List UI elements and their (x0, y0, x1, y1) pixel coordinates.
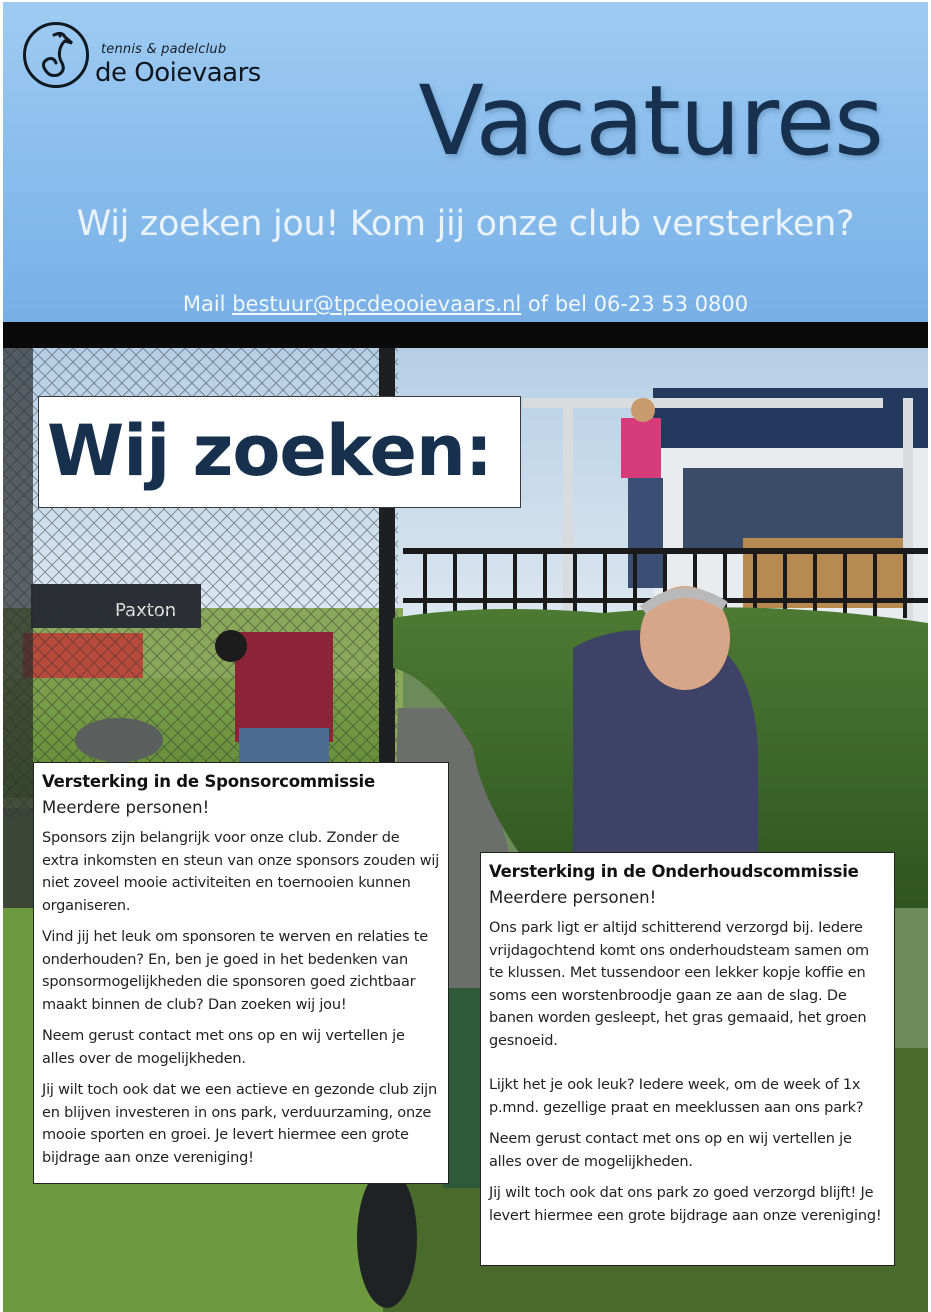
headline: Wij zoeken: (47, 410, 492, 492)
job-card-sponsorcommissie (33, 762, 449, 1184)
contact-line (3, 292, 928, 316)
job-paragraph: Jij wilt toch ook dat we een actieve en gezonde club zijn en blijven investeren in ons park, verduurzaming, onze mooie sporten en groei. Je levert hiermee een grote bijdrage aan onze vereniging! (42, 1082, 437, 1166)
job-paragraph: Sponsors zijn belangrijk voor onze club. Zonder de extra inkomsten en steun van onze sponsors zouden wij niet zoveel mooie activiteiten en toernooien kunnen organiseren. (42, 830, 440, 914)
headline-box (38, 396, 521, 508)
job-paragraph: Jij wilt toch ook dat ons park zo goed verzorgd blijft! Je levert hiermee een grote bijdrage aan onze vereniging! (489, 1185, 882, 1224)
job-card-onderhoudscommissie (480, 852, 895, 1266)
job-paragraph: Neem gerust contact met ons op en wij vertellen je alles over de mogelijkheden. (42, 1028, 405, 1067)
job-title: Versterking in de Onderhoudscommissie (489, 862, 859, 881)
job-subtitle: Meerdere personen! (489, 888, 657, 907)
stork-logo-icon (23, 22, 89, 88)
logo-club-name: de Ooievaars (95, 58, 261, 88)
job-subtitle: Meerdere personen! (42, 798, 210, 817)
club-logo (23, 22, 283, 96)
job-paragraph: Ons park ligt er altijd schitterend verzorgd bij. Iedere vrijdagochtend komt ons onderhoudsteam samen om te klussen. Met tussendoor een lekker kopje koffie en soms een worstenbroodje gaan ze aan de slag. De banen worden gesleept, het gras gemaaid, het groen gesnoeid. (489, 920, 869, 1049)
job-title: Versterking in de Sponsorcommissie (42, 772, 375, 791)
job-paragraph: Neem gerust contact met ons op en wij vertellen je alles over de mogelijkheden. (489, 1131, 852, 1170)
divider-bar (3, 322, 928, 348)
logo-tagline: tennis & padelclub (101, 42, 227, 57)
job-paragraph: Vind jij het leuk om sponsoren te werven en relaties te onderhouden? En, ben je goed in het bedenken van sponsormogelijkheden die sponsoren goed zichtbaar maakt binnen de club? Dan zoeken wij jou! (42, 929, 428, 1013)
header-banner (3, 2, 928, 322)
page-subtitle: Wij zoeken jou! Kom jij onze club versterken? (76, 204, 855, 244)
page-title: Vacatures (418, 65, 883, 177)
contact-phone: of bel 06-23 53 0800 (521, 292, 749, 316)
job-paragraph: Lijkt het je ook leuk? Iedere week, om de week of 1x p.mnd. gezellige praat en meeklussen aan ons park? (489, 1077, 864, 1116)
contact-email-link[interactable]: bestuur@tpcdeooievaars.nl (232, 292, 522, 316)
contact-prefix: Mail (182, 292, 233, 316)
